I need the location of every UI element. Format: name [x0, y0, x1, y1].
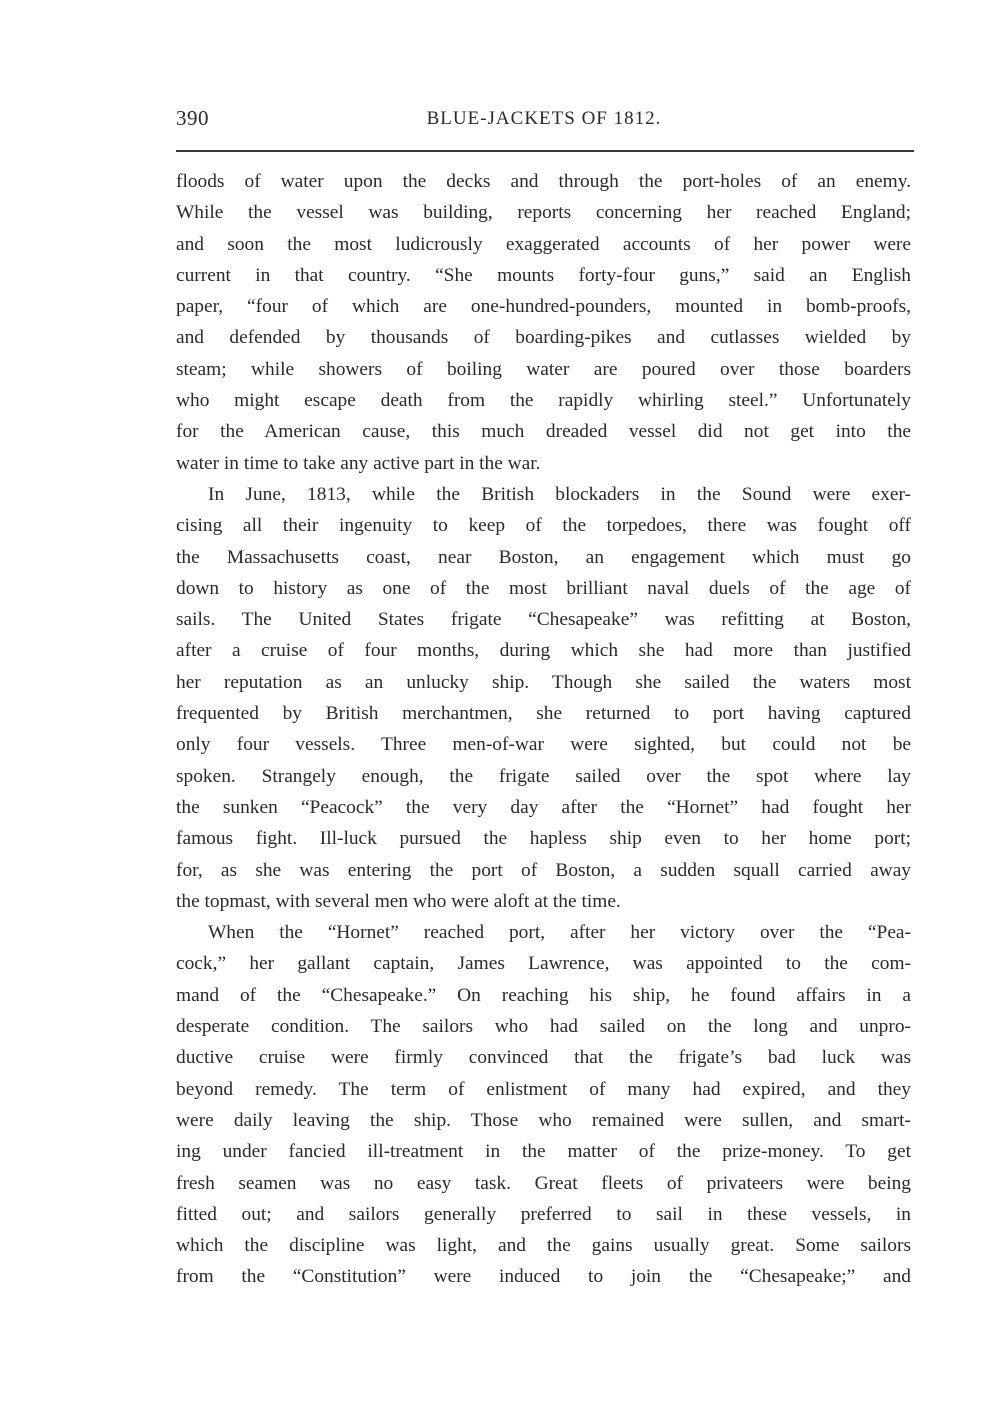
text-line: current in that country. “She mounts forty-four guns,” said an English — [176, 264, 911, 286]
text-line: steam; while showers of boiling water are poured over those boarders — [176, 358, 911, 380]
text-line: sails. The United States frigate “Chesapeake” was refitting at Boston, — [176, 609, 911, 631]
text-line: and defended by thousands of boarding-pikes and cutlasses wielded by — [176, 327, 911, 349]
text-line: her reputation as an unlucky ship. Though she sailed the waters most — [176, 671, 911, 693]
text-line: fitted out; and sailors generally preferred to sail in these vessels, in — [176, 1203, 911, 1225]
text-line: who might escape death from the rapidly whirling steel.” Unfortunately — [176, 390, 911, 412]
page-number: 390 — [176, 106, 209, 130]
text-line: ing under fancied ill-treatment in the matter of the prize-money. To get — [176, 1141, 911, 1163]
text-line: floods of water upon the decks and through the port-holes of an enemy. — [176, 171, 911, 192]
text-line: mand of the “Chesapeake.” On reaching his ship, he found affairs in a — [176, 984, 911, 1006]
text-line: While the vessel was building, reports concerning her reached England; — [176, 202, 911, 224]
text-line: famous fight. Ill-luck pursued the hapless ship even to her home port; — [176, 828, 911, 850]
text-line: and soon the most ludicrously exaggerated accounts of her power were — [176, 233, 911, 255]
text-line: the topmast, with several men who were aloft at the time. — [176, 890, 621, 912]
text-line: frequented by British merchantmen, she returned to port having captured — [176, 703, 911, 725]
text-line: after a cruise of four months, during which she had more than justified — [176, 640, 911, 662]
paragraph-start-line: In June, 1813, while the British blockaders in the Sound were exer- — [208, 483, 911, 505]
text-line: cock,” her gallant captain, James Lawrence, was appointed to the com- — [176, 953, 911, 975]
text-line: desperate condition. The sailors who had sailed on the long and unpro- — [176, 1016, 911, 1038]
text-line: from the “Constitution” were induced to join the “Chesapeake;” and — [176, 1266, 911, 1288]
text-line: cising all their ingenuity to keep of the torpedoes, there was fought off — [176, 515, 911, 537]
text-line: for the American cause, this much dreaded vessel did not get into the — [176, 421, 911, 443]
text-line: only four vessels. Three men-of-war were sighted, but could not be — [176, 734, 911, 756]
text-line: for, as she was entering the port of Boston, a sudden squall carried away — [176, 859, 911, 881]
text-line: the Massachusetts coast, near Boston, an engagement which must go — [176, 546, 911, 568]
header-rule — [176, 150, 914, 152]
text-line: spoken. Strangely enough, the frigate sailed over the spot where lay — [176, 765, 911, 787]
text-line: beyond remedy. The term of enlistment of many had expired, and they — [176, 1078, 911, 1100]
body-text — [176, 166, 911, 1293]
text-line: the sunken “Peacock” the very day after the “Hornet” had fought her — [176, 796, 911, 818]
text-line: ductive cruise were firmly convinced that the frigate’s bad luck was — [176, 1047, 911, 1069]
text-line: paper, “four of which are one-hundred-pounders, mounted in bomb-proofs, — [176, 296, 911, 318]
paragraph-start-line: When the “Hornet” reached port, after her victory over the “Pea- — [208, 922, 911, 944]
text-line: water in time to take any active part in the war. — [176, 452, 541, 474]
text-line: were daily leaving the ship. Those who remained were sullen, and smart- — [176, 1109, 911, 1131]
running-head: BLUE-JACKETS OF 1812. — [426, 108, 662, 129]
page-header — [176, 106, 912, 136]
text-line: which the discipline was light, and the gains usually great. Some sailors — [176, 1235, 911, 1257]
text-line: fresh seamen was no easy task. Great fleets of privateers were being — [176, 1172, 911, 1194]
text-line: down to history as one of the most brilliant naval duels of the age of — [176, 577, 911, 599]
